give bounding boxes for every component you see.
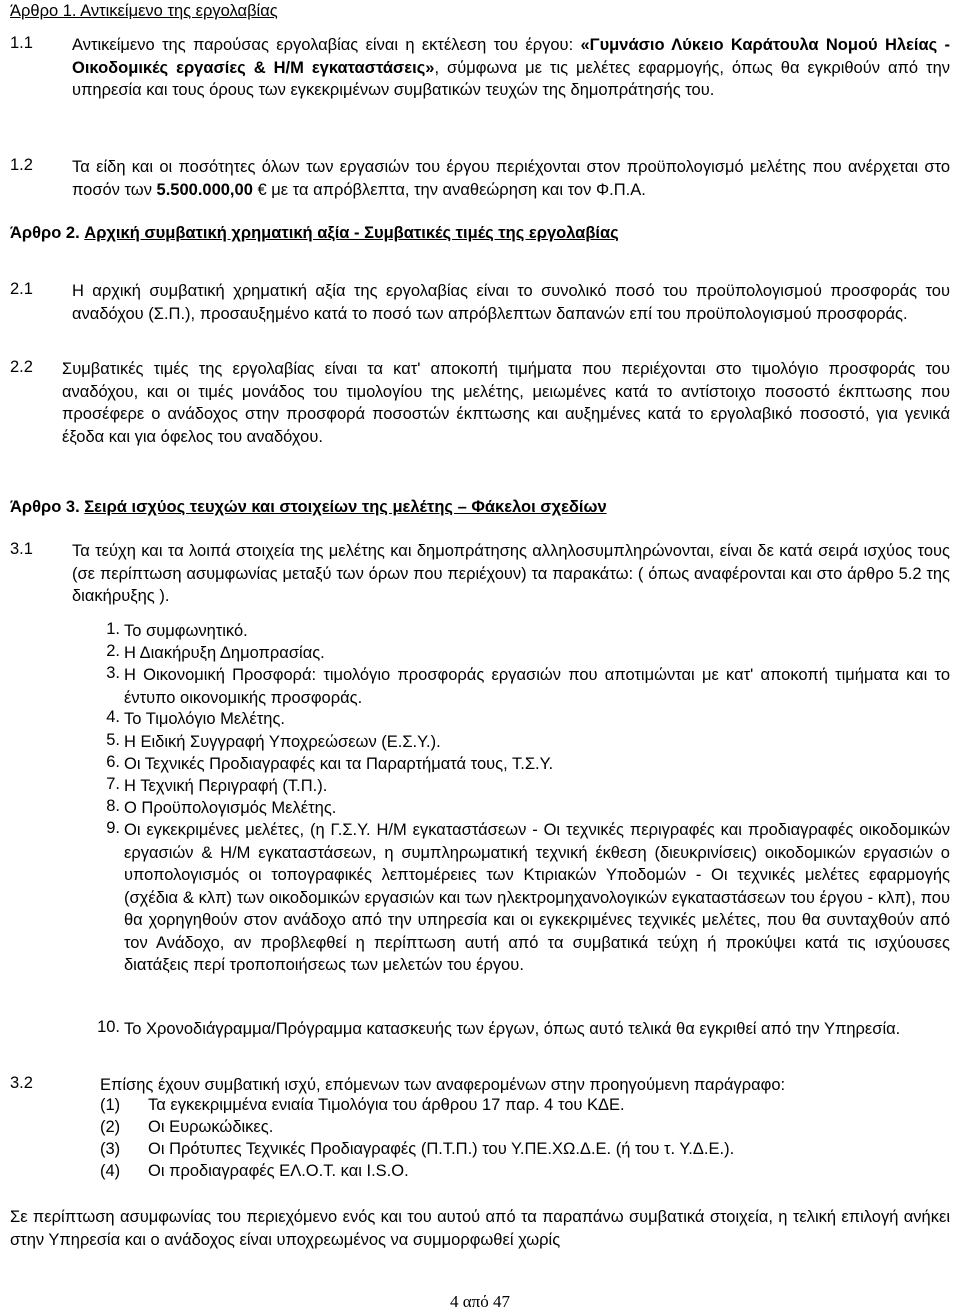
sub-list-item: (4) Οι προδιαγραφές ΕΛ.Ο.Τ. και I.S.O. <box>100 1162 409 1180</box>
list-item: 3. Η Οικονομική Προσφορά: τιμολόγιο προσφοράς εργασιών που αποτιμώνται με κατ' αποκοπή τιμήματα και το έντυπο οικονομικής προσφοράς. <box>106 664 950 707</box>
list-item: 6. Οι Τεχνικές Προδιαγραφές και τα Παραρτήματά τους, Τ.Σ.Υ. <box>106 753 554 773</box>
paragraph-1-2 <box>10 156 950 201</box>
list-item: 4. Το Τιμολόγιο Μελέτης. <box>106 708 286 728</box>
paragraph-text: Συμβατικές τιμές της εργολαβίας είναι τα κατ' αποκοπή τιμήματα που περιέχονται στο τιμολόγιο προσφοράς του αναδόχου, και οι τιμές μονάδος του τιμολογίου της μελέτης, μειωμένες κατά το αντίστοιχο ποσοστό έκπτωσης που προσέφερε ο ανάδοχος στην προσφορά ποσοστών έκπτωσης και αυξημένες κατά το εργολαβικό ποσοστό, για γενικά έξοδα και για όφελος του αναδόχου. <box>62 360 950 446</box>
paragraph-text: Επίσης έχουν συμβατική ισχύ, επόμενων των αναφερομένων στην προηγούμενη παράγραφο: <box>100 1076 786 1094</box>
list-item: 5. Η Ειδική Συγγραφή Υποχρεώσεων (Ε.Σ.Υ.). <box>106 731 441 751</box>
paragraph-number: 2.1 <box>10 280 33 298</box>
project-title: «Γυμνάσιο Λύκειο Καράτουλα Νομού Ηλείας - Οικοδομικές εργασίες & Η/Μ εγκαταστάσεις» <box>72 36 950 77</box>
list-item: 1. Το συμφωνητικό. <box>106 620 248 640</box>
paragraph-text: Τα είδη και οι ποσότητες όλων των εργασιών του έργου περιέχονται στον προϋπολογισμό μελέτης που ανέρχεται στο ποσόν των 5.500.000,00 € με τα απρόβλεπτα, την αναθεώρηση και τον Φ.Π.Α. <box>72 158 950 199</box>
paragraph-2-2 <box>10 358 950 448</box>
paragraph-number: 1.2 <box>10 156 33 174</box>
sub-list-item: (3) Οι Πρότυπες Τεχνικές Προδιαγραφές (Π.Τ.Π.) του Υ.ΠΕ.ΧΩ.Δ.Ε. (ή του τ. Υ.Δ.Ε.). <box>100 1140 735 1158</box>
paragraph-3-2 <box>10 1074 950 1097</box>
paragraph-number: 3.1 <box>10 540 33 558</box>
list-item: 7. Η Τεχνική Περιγραφή (Τ.Π.). <box>106 775 328 795</box>
sub-list-item: (2) Οι Ευρωκώδικες. <box>100 1118 274 1136</box>
paragraph-1-1 <box>10 34 950 102</box>
paragraph-text: Η αρχική συμβατική χρηματική αξία της εργολαβίας είναι το συνολικό ποσό του προϋπολογισμού προσφοράς του αναδόχου (Σ.Π.), προσαυξημένο κατά το ποσό των απρόβλεπτων δαπανών επί του προϋπολογισμού προσφοράς. <box>72 282 950 323</box>
paragraph-3-1 <box>10 540 950 608</box>
article-2-heading: Άρθρο 2. Αρχική συμβατική χρηματική αξία - Συμβατικές τιμές της εργολαβίας <box>10 224 619 242</box>
budget-amount: 5.500.000,00 <box>156 180 253 199</box>
article-3-heading: Άρθρο 3. Σειρά ισχύος τευχών και στοιχείων της μελέτης – Φάκελοι σχεδίων <box>10 498 607 516</box>
paragraph-text: Τα τεύχη και τα λοιπά στοιχεία της μελέτης και δημοπράτησης αλληλοσυμπληρώνονται, είναι δε κατά σειρά ισχύος τους (σε περίπτωση ασυμφωνίας μεταξύ των όρων που περιέχουν) τα παρακάτω: ( όπως αναφέρονται και στο άρθρο 5.2 της διακήρυξης ). <box>72 542 950 605</box>
list-item: 2. Η Διακήρυξη Δημοπρασίας. <box>106 642 325 662</box>
paragraph-text: Αντικείμενο της παρούσας εργολαβίας είναι η εκτέλεση του έργου: «Γυμνάσιο Λύκειο Καράτουλα Νομού Ηλείας - Οικοδομικές εργασίες & Η/Μ εγκαταστάσεις», σύμφωνα με τις μελέτες εφαρμογής, όπως θα εγκριθούν από την υπηρεσία και τους όρους των εγκεκριμένων συμβατικών τευχών της δημοπράτησής του. <box>72 36 950 99</box>
article-1-heading: Άρθρο 1. Αντικείμενο της εργολαβίας <box>10 2 278 20</box>
page-number: 4 από 47 <box>450 1292 510 1311</box>
paragraph-number: 2.2 <box>10 358 33 376</box>
paragraph-number: 1.1 <box>10 34 33 52</box>
closing-paragraph: Σε περίπτωση ασυμφωνίας του περιεχόμενο ενός και του αυτού από τα παραπάνω συμβατικά στοιχεία, η τελική επιλογή ανήκει στην Υπηρεσία και ο ανάδοχος είναι υποχρεωμένος να συμμορφωθεί χωρίς <box>10 1208 950 1249</box>
list-item: 10. Το Χρονοδιάγραμμα/Πρόγραμμα κατασκευής των έργων, όπως αυτό τελικά θα εγκριθεί από την Υπηρεσία. <box>97 1018 901 1038</box>
paragraph-2-1 <box>10 280 950 325</box>
paragraph-number: 3.2 <box>10 1074 33 1092</box>
list-item: 9. Οι εγκεκριμένες μελέτες, (η Γ.Σ.Υ. Η/Μ εγκαταστάσεων - Οι τεχνικές περιγραφές και προδιαγραφές οικοδομικών εργασιών & Η/Μ εγκαταστάσεων, η συμπληρωματική τεχνική έκθεση (διευκρινίσεις) οικοδομικών εργασιών ο υποπολογισμός οι τοπογραφικές λεπτομέρειες των Κτιριακών Υποδομών - Οι τεχνικές μελέτες εφαρμογής (σχέδια & κλπ) των οικοδομικών εργασιών και των ηλεκτρομηχανολογικών εγκαταστάσεων του έργου - κλπ), που θα χορηγηθούν στον ανάδοχο από την υπηρεσία και οι εγκεκριμένες τεχνικές μελέτες, που θα συνταχθούν από τον Ανάδοχο, αν προβλεφθεί η περίπτωση αυτή από τα συμβατικά τεύχη ή προκύψει κατά τις ισχύουσες διατάξεις περί τροποποιήσεως των μελετών του έργου. <box>106 819 950 974</box>
list-item: 8. Ο Προϋπολογισμός Μελέτης. <box>106 797 337 817</box>
sub-list-item: (1) Τα εγκεκριμμένα ενιαία Τιμολόγια του άρθρου 17 παρ. 4 του ΚΔΕ. <box>100 1096 625 1114</box>
